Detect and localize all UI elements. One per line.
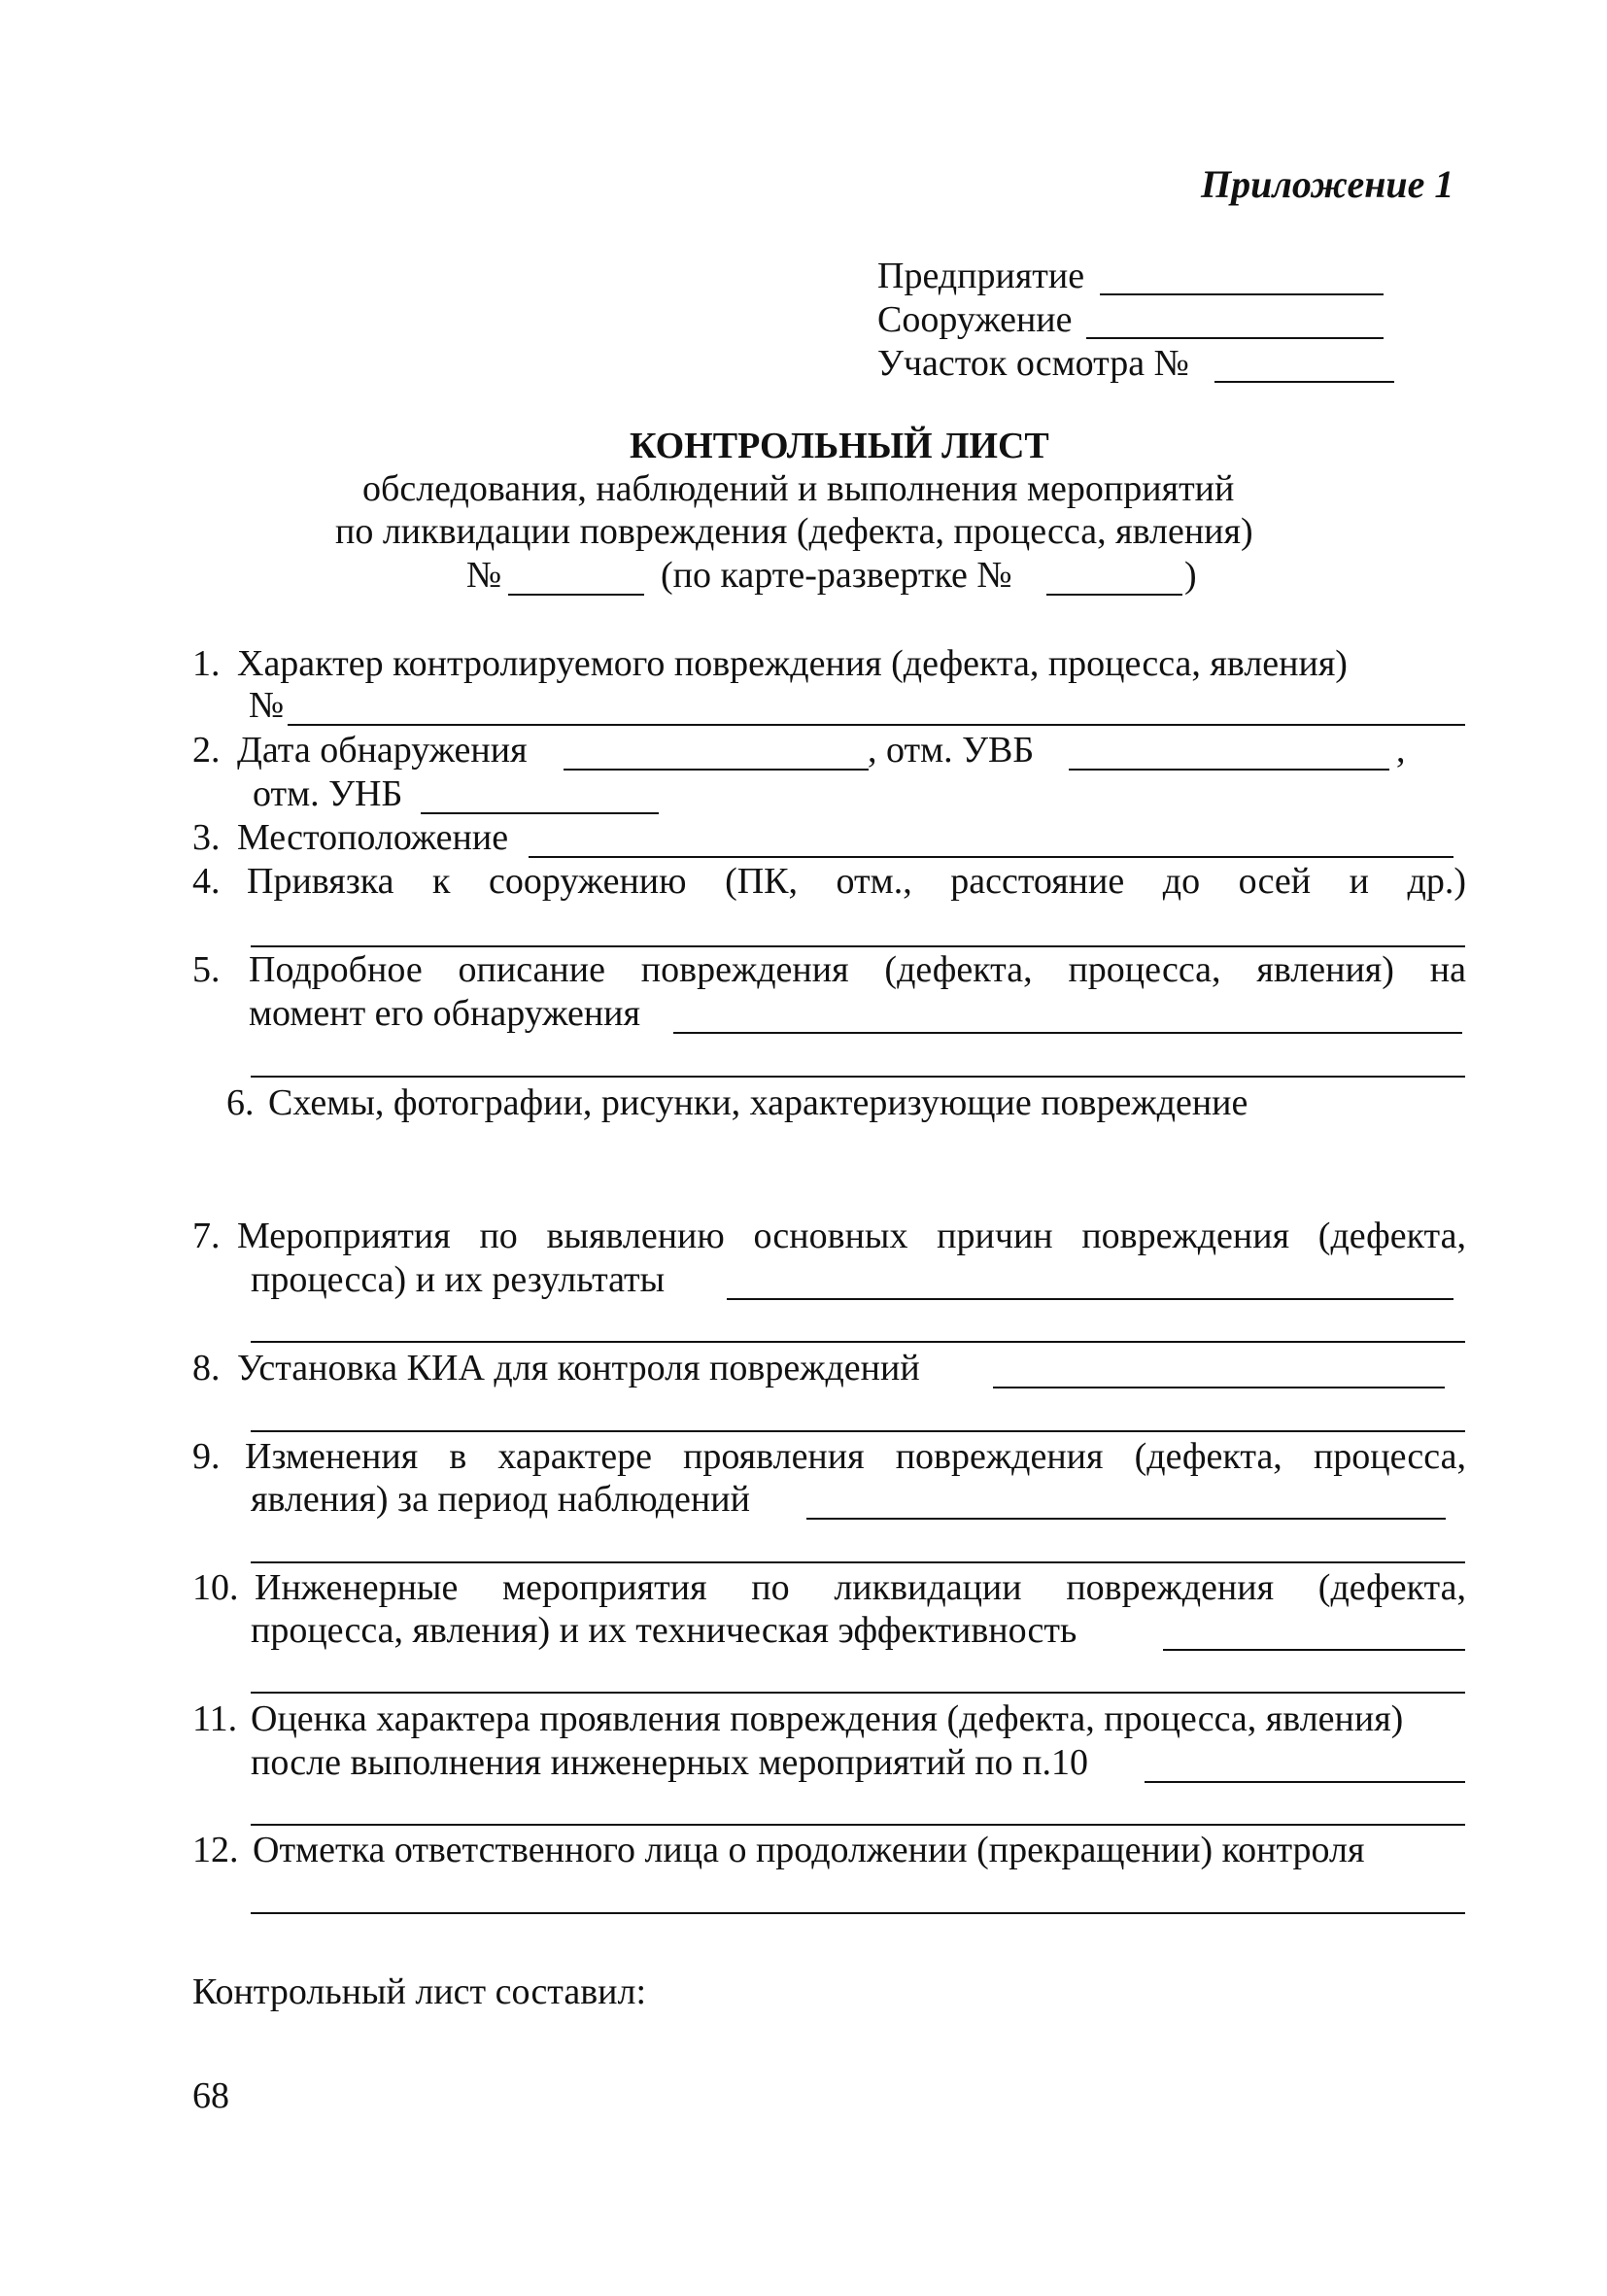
map-ref-field[interactable]: [1046, 594, 1182, 596]
item-2-unb-label: отм. УНБ: [253, 773, 403, 814]
structure-field[interactable]: [1086, 337, 1384, 339]
item-10-line-1: Инженерные мероприятия по ликвидации повреждения (дефекта,: [255, 1567, 1466, 1608]
item-9-field-2[interactable]: [251, 1561, 1465, 1563]
item-2-number: 2.: [192, 730, 221, 771]
inspection-site-label: Участок осмотра №: [877, 343, 1189, 384]
page-number: 68: [192, 2075, 229, 2116]
number-field[interactable]: [508, 594, 644, 596]
item-11-field-2[interactable]: [251, 1824, 1465, 1826]
date-detected-field[interactable]: [564, 769, 869, 771]
unb-mark-field[interactable]: [421, 812, 659, 814]
item-3-number: 3.: [192, 817, 221, 858]
item-5-line-1: Подробное описание повреждения (дефекта, процесса, явления) на: [249, 949, 1466, 990]
page-title: КОНТРОЛЬНЫЙ ЛИСТ: [630, 426, 1049, 466]
item-11-number: 11.: [192, 1698, 238, 1739]
subtitle-line-2: по ликвидации повреждения (дефекта, процесса, явления): [335, 511, 1253, 552]
item-5-number: 5.: [192, 949, 221, 990]
item-2-uvb-label: , отм. УВБ: [868, 730, 1035, 771]
map-ref-close: ): [1184, 555, 1197, 596]
item-4-number: 4.: [192, 861, 221, 902]
item-7-field-2[interactable]: [251, 1341, 1465, 1343]
item-6-text: Схемы, фотографии, рисунки, характеризующие повреждение: [268, 1082, 1248, 1123]
item-10-field-1[interactable]: [1163, 1649, 1465, 1651]
item-10-number: 10.: [192, 1567, 239, 1608]
item-2-label: Дата обнаружения: [237, 730, 528, 771]
item-9-line-2: явления) за период наблюдений: [251, 1479, 750, 1520]
item-9-field-1[interactable]: [806, 1518, 1446, 1520]
item-10-field-2[interactable]: [251, 1692, 1465, 1694]
signature-label: Контрольный лист составил:: [192, 1971, 647, 2012]
item-7-field-1[interactable]: [727, 1298, 1453, 1300]
structure-label: Сооружение: [877, 299, 1073, 340]
item-11-line-1: Оценка характера проявления повреждения (дефекта, процесса, явления): [251, 1698, 1404, 1739]
item-12-number: 12.: [192, 1830, 239, 1870]
item-1-number: 1.: [192, 643, 221, 684]
item-5-field-2[interactable]: [251, 1076, 1465, 1078]
item-6-number: 6.: [226, 1082, 255, 1123]
item-4-text: Привязка к сооружению (ПК, отм., расстояние до осей и др.): [247, 861, 1466, 902]
inspection-site-field[interactable]: [1214, 381, 1394, 383]
item-7-number: 7.: [192, 1216, 221, 1256]
item-1-field[interactable]: [288, 724, 1465, 726]
item-9-number: 9.: [192, 1436, 221, 1477]
item-9-line-1: Изменения в характере проявления повреждения (дефекта, процесса,: [245, 1436, 1466, 1477]
item-2-comma: ,: [1396, 730, 1406, 771]
item-8-field-2[interactable]: [251, 1430, 1465, 1432]
item-7-line-2: процесса) и их результаты: [251, 1259, 666, 1300]
uvb-mark-field[interactable]: [1069, 769, 1389, 771]
item-11-line-2: после выполнения инженерных мероприятий по п.10: [251, 1742, 1088, 1783]
item-11-field-1[interactable]: [1145, 1781, 1465, 1783]
number-label: №: [466, 555, 502, 596]
item-4-field[interactable]: [251, 945, 1465, 947]
enterprise-label: Предприятие: [877, 256, 1085, 296]
item-8-number: 8.: [192, 1348, 221, 1388]
item-1-text: Характер контролируемого повреждения (дефекта, процесса, явления): [237, 643, 1348, 684]
item-8-text: Установка КИА для контроля повреждений: [237, 1348, 920, 1388]
item-12-field[interactable]: [251, 1912, 1465, 1914]
item-10-line-2: процесса, явления) и их техническая эффективность: [251, 1610, 1077, 1651]
location-field[interactable]: [529, 856, 1453, 858]
item-1-sub-label: №: [249, 685, 285, 726]
item-8-field-1[interactable]: [993, 1387, 1445, 1388]
item-12-text: Отметка ответственного лица о продолжении (прекращении) контроля: [253, 1830, 1365, 1870]
enterprise-field[interactable]: [1100, 293, 1384, 295]
map-ref-label: (по карте-развертке №: [661, 555, 1012, 596]
item-5-field-1[interactable]: [673, 1032, 1462, 1034]
item-3-text: Местоположение: [237, 817, 509, 858]
appendix-label: Приложение 1: [1201, 162, 1454, 206]
item-5-line-2: момент его обнаружения: [249, 993, 640, 1034]
item-7-line-1: Мероприятия по выявлению основных причин повреждения (дефекта,: [237, 1216, 1466, 1256]
subtitle-line-1: обследования, наблюдений и выполнения мероприятий: [362, 468, 1235, 509]
